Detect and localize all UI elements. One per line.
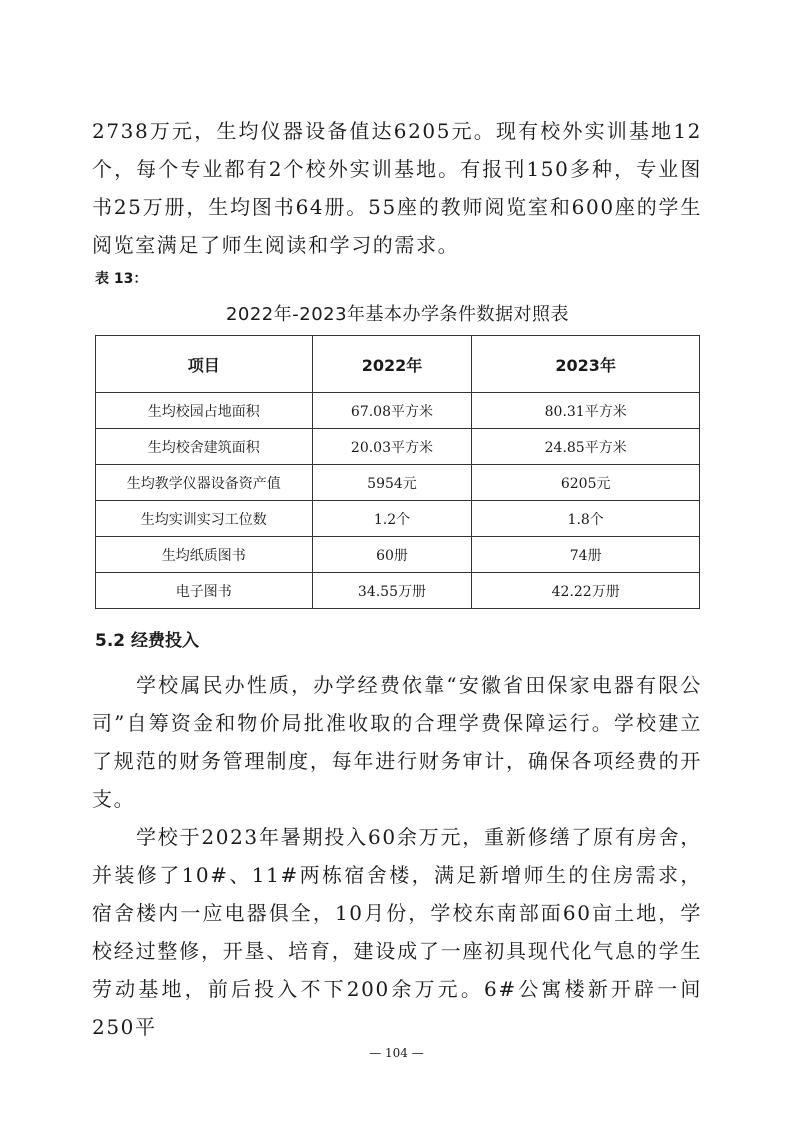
- value-2022: 5954元: [312, 465, 472, 501]
- section-heading: 5.2 经费投入: [95, 631, 200, 651]
- value-2023: 80.31平方米: [472, 393, 700, 429]
- value-2023: 74册: [472, 537, 700, 573]
- value-2022: 60册: [312, 537, 472, 573]
- body-paragraph-investment: 学校于2023年暑期投入60余万元，重新修缮了原有房舍，并装修了10#、11#两栋宿舍楼，满足新增师生的住房需求，宿舍楼内一应电器俱全，10月份，学校东南部面60亩土地，学校经过整修，开垦、培育，建设成了一座初具现代化气息的学生劳动基地，前后投入不下200余万元。6#公寓楼新开辟一间250平: [92, 825, 702, 1039]
- table-row: [96, 501, 700, 537]
- table-row: [96, 537, 700, 573]
- body-paragraph-top: 2738万元，生均仪器设备值达6205元。现有校外实训基地12个，每个专业都有2个校外实训基地。有报刊150多种，专业图书25万册，生均图书64册。55座的教师阅览室和600座的学生阅览室满足了师生阅读和学习的需求。: [92, 119, 702, 257]
- table-row: [96, 573, 700, 609]
- value-2023: 24.85平方米: [472, 429, 700, 465]
- header-item: 项目: [96, 336, 313, 393]
- table-row: [96, 429, 700, 465]
- table-title: 2022年-2023年基本办学条件数据对照表: [225, 304, 570, 325]
- value-2022: 67.08平方米: [312, 393, 472, 429]
- header-2022: 2022年: [312, 336, 472, 393]
- value-2023: 42.22万册: [472, 573, 700, 609]
- conditions-table: [95, 335, 700, 609]
- value-2022: 34.55万册: [312, 573, 472, 609]
- value-2022: 20.03平方米: [312, 429, 472, 465]
- row-label: 生均教学仪器设备资产值: [96, 465, 313, 501]
- row-label: 电子图书: [96, 573, 313, 609]
- header-2023: 2023年: [472, 336, 700, 393]
- value-2023: 1.8个: [472, 501, 700, 537]
- row-label: 生均校园占地面积: [96, 393, 313, 429]
- row-label: 生均纸质图书: [96, 537, 313, 573]
- table-label: 表 13：: [95, 271, 148, 287]
- table-header-row: [96, 336, 700, 393]
- value-2023: 6205元: [472, 465, 700, 501]
- row-label: 生均校舍建筑面积: [96, 429, 313, 465]
- body-paragraph-funding: 学校属民办性质，办学经费依靠“安徽省田保家电器有限公司”自筹资金和物价局批准收取的合理学费保障运行。学校建立了规范的财务管理制度，每年进行财务审计，确保各项经费的开支。: [92, 673, 702, 811]
- page-number: — 104 —: [369, 1046, 424, 1060]
- table-row: [96, 393, 700, 429]
- table-row: [96, 465, 700, 501]
- row-label: 生均实训实习工位数: [96, 501, 313, 537]
- value-2022: 1.2个: [312, 501, 472, 537]
